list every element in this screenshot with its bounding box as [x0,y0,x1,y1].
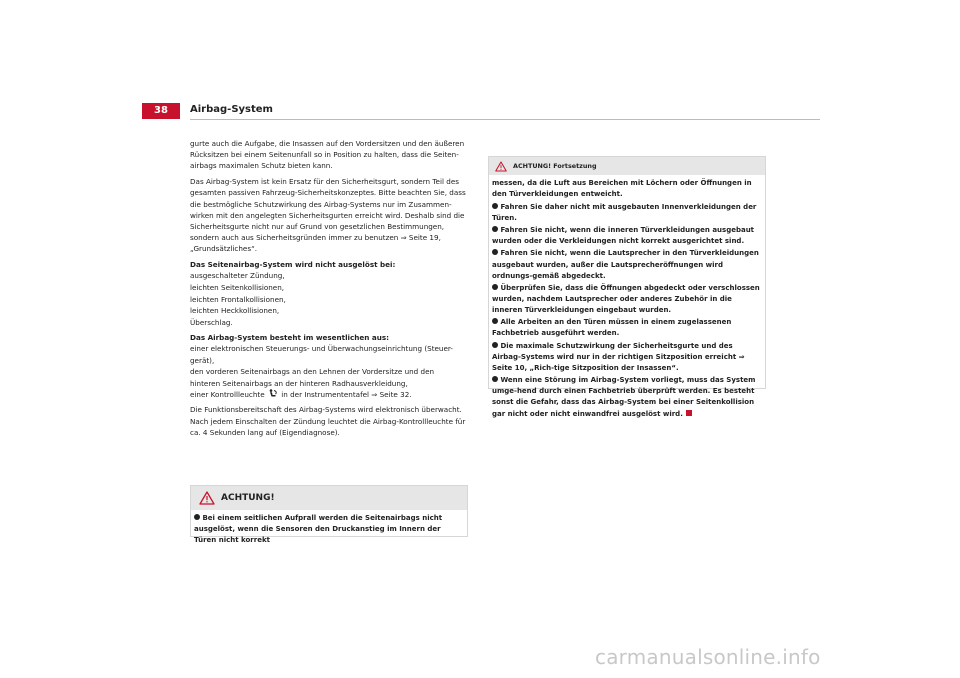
warning-continued-intro: messen, da die Luft aus Bereichen mit Löchern oder Öffnungen in den Türverkleidungen entweicht. [492,179,752,199]
list-item: Alle Arbeiten an den Türen müssen in einem zugelassenen Fachbetrieb ausgeführt werden. [492,318,732,338]
warning-triangle-icon [495,161,507,172]
list-components [190,343,466,400]
list-item: Wenn eine Störung im Airbag-System vorliegt, muss das System umge-hend durch einen Fachbetrieb überprüft werden. Es besteht sonst die Gefahr, dass das Airbag-System bei einer Seitenkollision gar nicht oder nicht einwandfrei ausgelöst wird. [492,376,756,418]
list-item: Fahren Sie nicht, wenn die Lautsprecher in den Türverkleidungen ausgebaut wurden, außer die Lautsprecheröffnungen wird ordnungs-gemäß abgedeckt. [492,249,759,280]
left-column [190,138,466,443]
warning-box [190,485,468,544]
list-item: einer Kontrollleuchte in der Instrumententafel ⇒ Seite 32. [190,390,412,400]
heading-not-triggered: Das Seitenairbag-System wird nicht ausgelöst bei: [190,260,396,270]
list-item: Die maximale Schutzwirkung der Sicherheitsgurte und des Airbag-Systems wird nur in der richtigen Sitzposition erreicht ⇒ Seite 10, „Rich-tige Sitzposition der Insassen“. [492,341,745,372]
warning-continued-box [488,156,766,418]
list-item: Überschlag. [190,318,233,328]
paragraph-self-diagnosis: Die Funktionsbereitschaft des Airbag-Systems wird elektronisch überwacht. Nach jedem Einschalten der Zündung leuchtet die Airbag-Kontrollleuchte für ca. 4 Sekunden lang auf (Eigendiagnose). [190,405,466,437]
list-item: Überprüfen Sie, dass die Öffnungen abgedeckt oder verschlossen wurden, nachdem Lautsprecher oder anderes Zubehör in die inneren Türverkleidungen eingebaut wurden. [492,283,760,315]
paragraph-seatbelt: Das Airbag-System ist kein Ersatz für den Sicherheitsgurt, sondern Teil des gesamten passiven Fahrzeug-Sicherheitskonzeptes. Bitte beachten Sie, dass die bestmögliche Schutzwirkung des Airbag-Systems nur im Zusammen-wirken mit den angelegten Sicherheitsgurten erreicht wird. Deshalb sind die Sicherheitsgurte nicht nur auf Grund von gesetzlichen Bestimmungen, sondern auch aus Sicherheitsgründen immer zu benutzen ⇒ Seite 19, „Grundsätzliches“. [190,177,466,254]
list-item: Fahren Sie nicht, wenn die inneren Türverkleidungen ausgebaut wurden oder die Verkleidungen nicht korrekt ausgerichtet sind. [492,226,755,246]
page-number-badge: 38 [142,103,180,119]
paragraph-intro: gurte auch die Aufgabe, die Insassen auf den Vordersitzen und den äußeren Rücksitzen bei einem Seitenunfall so in Position zu halten, dass die Seiten-airbags maximalen Schutz bieten kann. [190,139,465,171]
bullet-icon [492,203,498,209]
list-item: leichten Seitenkollisionen, [190,282,285,292]
bullet-icon [194,514,200,520]
list-item: einer elektronischen Steuerungs- und Überwachungseinrichtung (Steuer-gerät), [190,344,453,365]
bullet-icon [492,284,498,290]
end-of-section-icon [686,410,692,416]
warning-continued-body [489,175,765,424]
warning-body: Bei einem seitlichen Aufprall werden die Seitenairbags nicht ausgelöst, wenn die Sensoren den Druckanstieg im Innern der Türen nicht korrekt [194,514,443,544]
warning-continued-header [489,157,765,175]
list-item: Fahren Sie daher nicht mit ausgebauten Innenverkleidungen der Türen. [492,202,757,222]
bullet-icon [492,249,498,255]
list-item: leichten Heckkollisionen, [190,306,280,316]
heading-components: Das Airbag-System besteht im wesentlichen aus: [190,333,389,343]
warning-title: ACHTUNG! [221,493,275,503]
watermark: carmanualsonline.info [595,645,821,669]
airbag-warning-light-icon [268,389,278,398]
warning-continued-title: ACHTUNG! Fortsetzung [513,162,597,170]
warning-header [191,486,467,510]
bullet-icon [492,342,498,348]
list-item: leichten Frontalkollisionen, [190,294,286,304]
warning-triangle-icon [199,491,215,505]
bullet-icon [492,226,498,232]
list-item: ausgeschalteter Zündung, [190,271,285,281]
list-item: den vorderen Seitenairbags an den Lehnen der Vordersitze und den hinteren Seitenairbags an der hinteren Radhausverkleidung, [190,367,435,388]
header-divider [190,119,820,120]
list-not-triggered [190,270,466,328]
bullet-icon [492,376,498,382]
bullet-icon [492,318,498,324]
page-header-title: Airbag-System [190,104,273,115]
